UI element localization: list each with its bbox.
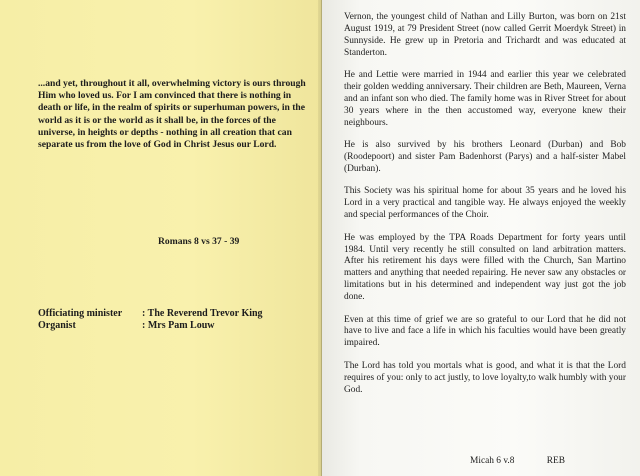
biography-paragraph: He was employed by the TPA Roads Department for forty years until 1984. Until very recently he still consulted on land arbitration matters. After his retirement his days were filled with the Church, San Martino matters and anything that needed repairing. He never saw any obstacles or limitations but in his determined and independent way just got the job done. — [344, 232, 626, 303]
biography-paragraph: This Society was his spiritual home for about 35 years and he loved his Lord in a very practical and tangible way. He always enjoyed the weekly and special performances of the Choir. — [344, 186, 626, 221]
biography-paragraph: Vernon, the youngest child of Nathan and Lilly Burton, was born on 21st August 1919, at 79 President Street (now called Gerrit Moerdyk Street) in Sunnyside. He grew up in Pretoria and Trichardt and was educated at Standerton. — [344, 12, 626, 58]
closing-scripture-reference: Micah 6 v.8 — [470, 456, 515, 466]
right-page — [322, 0, 640, 476]
scripture-quote: ...and yet, throughout it all, overwhelming victory is ours through Him who loved us. For I am convinced that there is nothing in death or life, in the realm of spirits or superhuman powers, in the world as it is or the world as it shall be, in the forces of the universe, in heights or depths - nothing in all creation that can separate us from the love of God in Christ Jesus our Lord. — [38, 78, 306, 151]
closing-reference — [470, 456, 565, 466]
biography-text — [344, 12, 626, 407]
officiating-label: Organist — [38, 320, 76, 331]
biography-paragraph: He is also survived by his brothers Leonard (Durban) and Bob (Roodepoort) and sister Pam Badenhorst (Parys) and a half-sister Mabel (Durban). — [344, 140, 626, 174]
officiating-row-minister — [38, 308, 318, 320]
officiating-list — [38, 308, 318, 332]
scripture-reference: Romans 8 vs 37 - 39 — [158, 236, 240, 247]
biography-paragraph: Even at this time of grief we are so grateful to our Lord that he did not have to live and face a life in which his faculties would have been greatly impaired. — [344, 314, 626, 349]
biography-paragraph: He and Lettie were married in 1944 and earlier this year we celebrated their golden wedding anniversary. Their children are Beth, Maureen, Verna and an infant son who died. The family home was in River Street for about 30 years where in the then accustomed way, everyone knew their neighbours. — [344, 70, 626, 128]
officiating-value: : Mrs Pam Louw — [142, 320, 215, 331]
closing-bible-version: REB — [546, 456, 566, 466]
officiating-value: : The Reverend Trevor King — [142, 308, 263, 319]
officiating-row-organist — [38, 320, 318, 332]
officiating-label: Officiating minister — [38, 308, 123, 319]
biography-paragraph: The Lord has told you mortals what is good, and what it is that the Lord requires of you: only to act justly, to love loyalty,to walk humbly with your God. — [344, 360, 626, 395]
